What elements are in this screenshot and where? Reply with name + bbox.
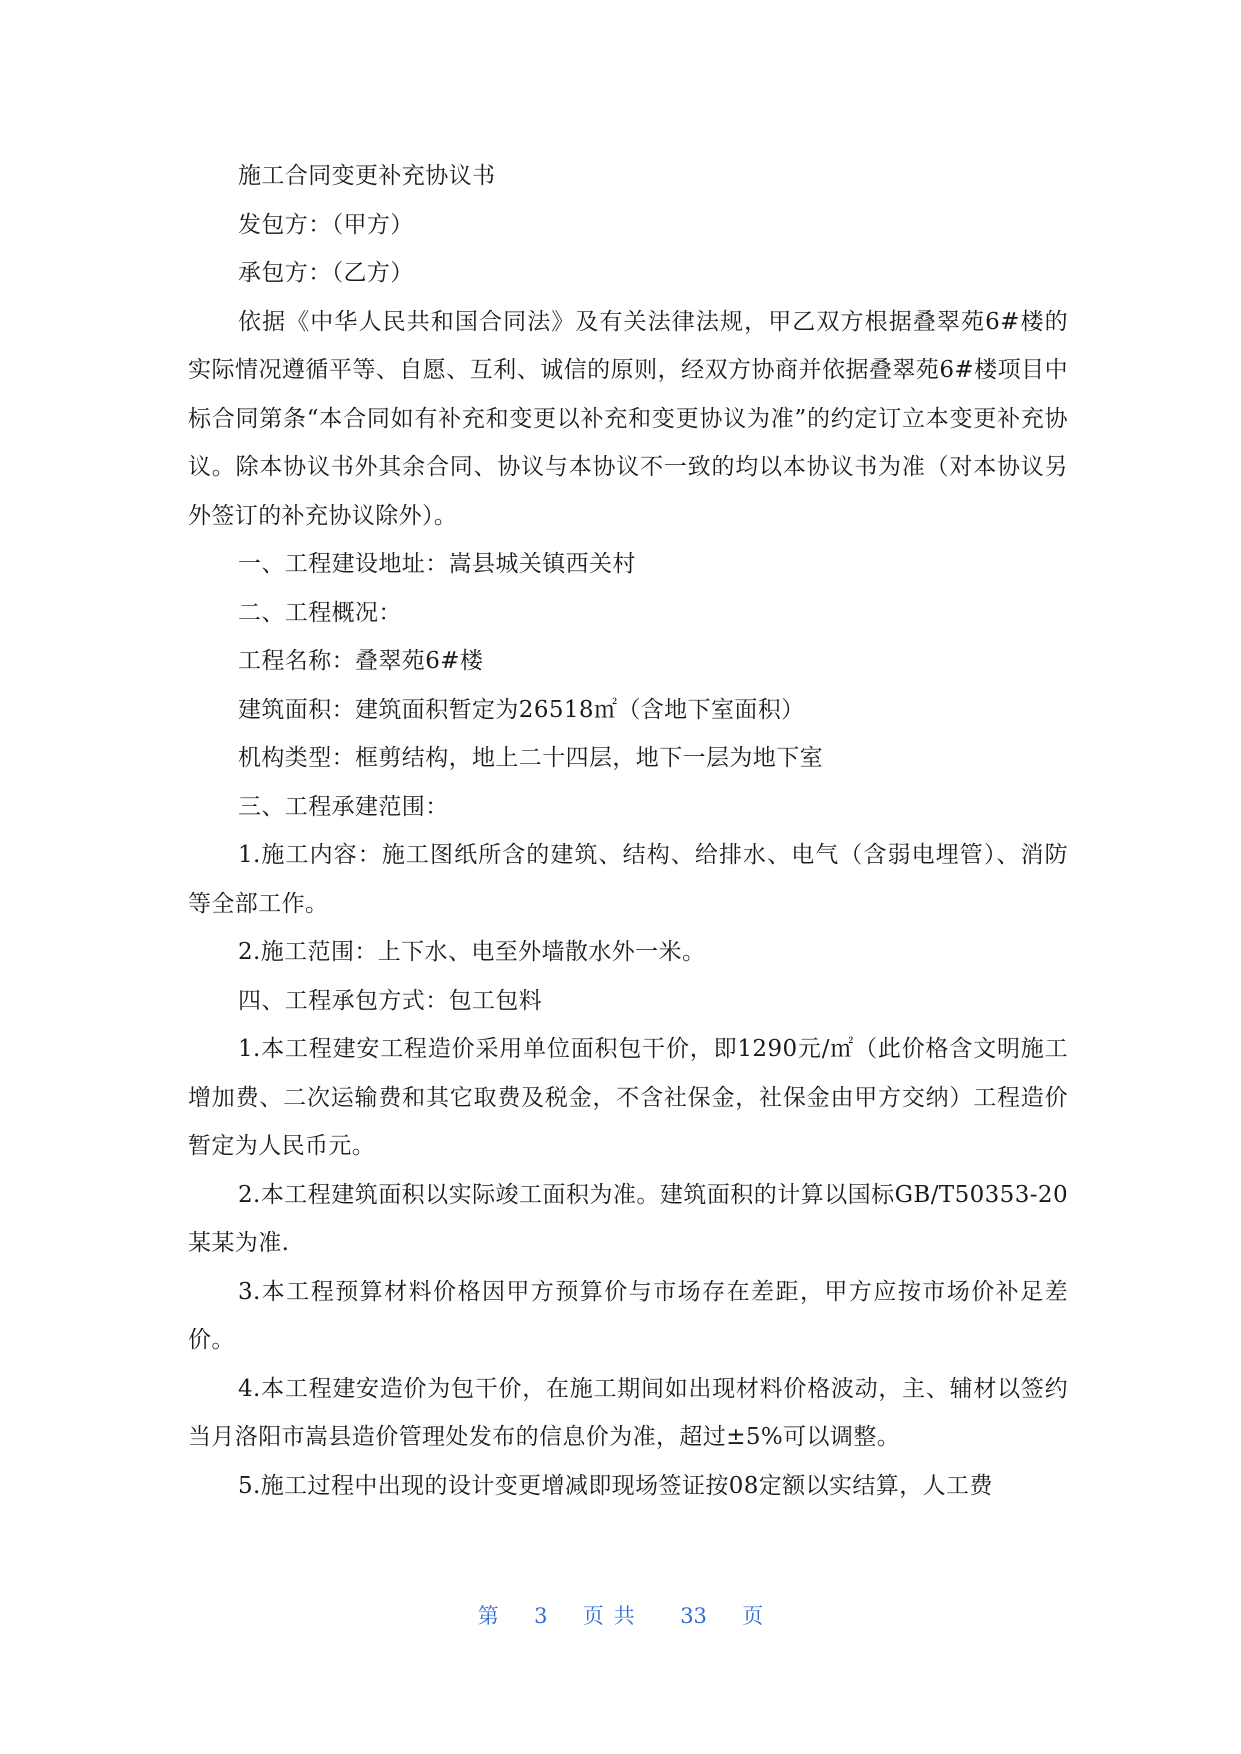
contract-item-3: 3.本工程预算材料价格因甲方预算价与市场存在差距，甲方应按市场价补足差价。 [188,1278,1068,1353]
party-a-line: 发包方：（甲方） [238,211,414,238]
contract-item-4: 4.本工程建安造价为包干价，在施工期间如出现材料价格波动，主、辅材以签约当月洛阳市嵩县造价管理处发布的信息价为准，超过±5%可以调整。 [188,1375,1068,1450]
document-body [188,152,1068,1510]
section-heading-contract-mode: 四、工程承包方式：包工包料 [238,987,543,1014]
document-title: 施工合同变更补充协议书 [238,163,496,189]
footer-prefix: 第 [477,1604,499,1628]
structure-type-line: 机构类型：框剪结构，地上二十四层，地下一层为地下室 [238,745,823,771]
scope-item-1: 1.施工内容：施工图纸所含的建筑、结构、给排水、电气（含弱电埋管）、消防等全部工作。 [188,842,1068,917]
section-heading-overview: 二、工程概况： [238,599,402,626]
section-heading-scope: 三、工程承建范围： [238,793,449,820]
building-area-line: 建筑面积：建筑面积暂定为26518㎡（含地下室面积） [238,696,805,723]
footer-total-pages: 33 [680,1604,707,1628]
footer-suffix: 页 [742,1604,764,1628]
page-footer [0,1600,1241,1630]
contract-item-2: 2.本工程建筑面积以实际竣工面积为准。建筑面积的计算以国标GB/T50353-20某某为准. [188,1181,1068,1256]
footer-current-page: 3 [534,1604,548,1628]
scope-item-2: 2.施工范围：上下水、电至外墙散水外一米。 [238,939,706,965]
party-b-line: 承包方：（乙方） [238,260,414,286]
project-name-line: 工程名称：叠翠苑6#楼 [238,648,484,674]
contract-item-5: 5.施工过程中出现的设计变更增减即现场签证按08定额以实结算，人工费 [238,1472,993,1499]
section-heading-address: 一、工程建设地址：嵩县城关镇西关村 [238,551,636,577]
preamble-paragraph: 依据《中华人民共和国合同法》及有关法律法规，甲乙双方根据叠翠苑6#楼的实际情况遵循平等、自愿、互利、诚信的原则，经双方协商并依据叠翠苑6#楼项目中标合同第条“本合同如有补充和变更以补充和变更协议为准”的约定订立本变更补充协议。除本协议书外其余合同、协议与本协议不一致的均以本协议书为准（对本协议另外签订的补充协议除外）。 [188,308,1068,529]
footer-middle: 页共 [582,1604,645,1628]
contract-item-1: 1.本工程建安工程造价采用单位面积包干价，即1290元/㎡（此价格含文明施工增加费、二次运输费和其它取费及税金，不含社保金，社保金由甲方交纳）工程造价暂定为人民币元。 [188,1036,1068,1159]
